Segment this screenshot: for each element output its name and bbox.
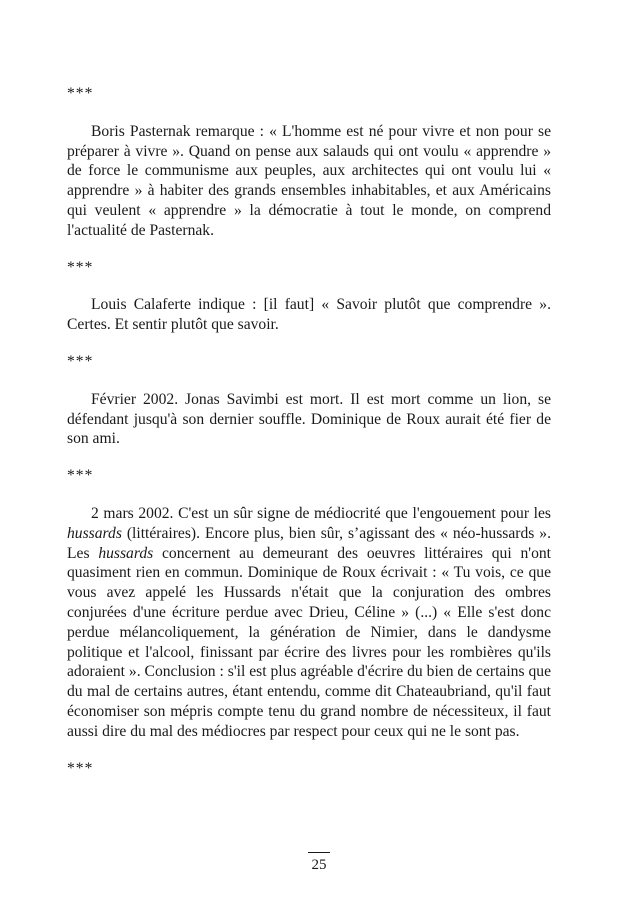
paragraph-pasternak: Boris Pasternak remarque : « L'homme est né pour vivre et non pour se préparer à vivre ». Quand on pense aux salauds qui ont voulu « apprendre » de force le communisme aux peuples, aux architectes qui ont voulu lui « apprendre » à habiter des grands ensembles inhabitables, et aux Américains qui veulent « apprendre » la démocratie à tout le monde, on comprend l'actualité de Pasternak. [67, 122, 551, 239]
footer-rule [308, 852, 330, 853]
page-body [67, 84, 551, 778]
page-footer [0, 852, 638, 874]
section-separator: *** [67, 85, 94, 102]
emphasis-hussards: hussards [67, 524, 122, 542]
emphasis-hussards: hussards [98, 544, 154, 562]
section-separator: *** [67, 467, 94, 485]
paragraph-hussards [67, 504, 551, 742]
text-run: concernent au demeurant des oeuvres littéraires qui n'ont quasiment rien en commun. Dominique de Roux écrivait : « Tu vois, ce que vous avez appelé les Hussards n'était que la conjuration des ombres conjurées d'une écriture perdue avec Drieu, Céline » (...) « Elle s'est donc perdue mélancoliquement, la génération de Nimier, dans le dandysme politique et l'alcool, finissant par écrire des livres pour les rombières qu'ils adoraient ». Conclusion : s'il est plus agréable d'écrire du bien de certains que du mal de certains autres, étant entendu, comme dit Chateaubriand, qu'il faut économiser son mépris compte tenu du grand nombre de nécessiteux, il faut aussi dire du mal des médiocres par respect pour ceux qui ne le sont pas. [67, 544, 552, 740]
text-run: 2 mars 2002. C'est un sûr signe de médiocrité que l'engouement pour les [91, 504, 551, 522]
section-separator: *** [67, 352, 94, 370]
section-separator: *** [67, 258, 94, 276]
page-number: 25 [311, 857, 327, 873]
paragraph-calaferte: Louis Calaferte indique : [il faut] « Savoir plutôt que comprendre ». Certes. Et sentir plutôt que savoir. [67, 296, 551, 334]
text-run: (littéraires). Encore plus, bien sûr, s’agissant des « néo-hussards ». Les [67, 524, 551, 562]
section-separator: *** [67, 759, 94, 777]
paragraph-savimbi: Février 2002. Jonas Savimbi est mort. Il est mort comme un lion, se défendant jusqu'à son dernier souffle. Dominique de Roux aurait été fier de son ami. [67, 390, 551, 448]
